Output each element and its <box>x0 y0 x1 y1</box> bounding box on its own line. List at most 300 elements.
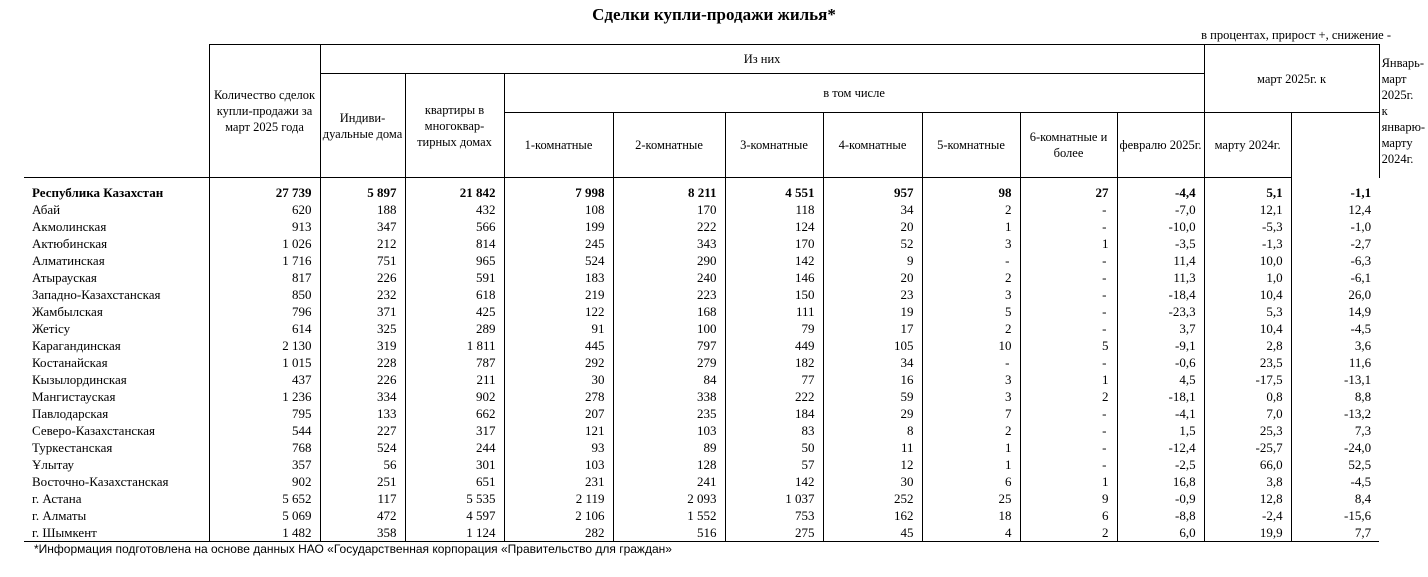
table-cell: 290 <box>613 252 725 269</box>
table-cell: 902 <box>209 473 320 490</box>
table-cell: 29 <box>823 405 922 422</box>
header-including: в том числе <box>504 74 1204 113</box>
table-cell: 357 <box>209 456 320 473</box>
table-cell: -1,3 <box>1204 235 1291 252</box>
table-cell: -25,7 <box>1204 439 1291 456</box>
table-row <box>24 371 1379 388</box>
table-row <box>24 439 1379 456</box>
table-cell: 9 <box>823 252 922 269</box>
table-cell: 232 <box>320 286 405 303</box>
table-cell: 3,6 <box>1354 338 1372 353</box>
table-cell: 2 130 <box>209 337 320 354</box>
table-cell: 2 093 <box>613 490 725 507</box>
table-row <box>24 269 1379 286</box>
table-cell: 222 <box>725 388 823 405</box>
table-cell: -0,9 <box>1117 490 1204 507</box>
table-cell: 199 <box>504 218 613 235</box>
table-cell: -2,7 <box>1350 236 1372 251</box>
table-cell: 1 552 <box>613 507 725 524</box>
table-cell: 8 <box>823 422 922 439</box>
table-cell: 1 <box>1020 235 1117 252</box>
table-cell: 245 <box>504 235 613 252</box>
table-cell: -1,0 <box>1350 219 1372 234</box>
header-count: Количество сделок купли-продажи за март 2025 года <box>209 45 320 178</box>
table-cell: 93 <box>504 439 613 456</box>
table-cell: 105 <box>823 337 922 354</box>
table-cell: 1 716 <box>209 252 320 269</box>
table-cell: -4,1 <box>1117 405 1204 422</box>
table-cell: 223 <box>613 286 725 303</box>
header-individual: Индиви-дуальные дома <box>320 74 405 178</box>
table-cell: 10,0 <box>1204 252 1291 269</box>
table-cell: 212 <box>320 235 405 252</box>
region-name: Актюбинская <box>24 235 209 252</box>
region-name: Карагандинская <box>24 337 209 354</box>
table-cell: - <box>1020 456 1117 473</box>
table-cell: -24,0 <box>1344 440 1372 455</box>
table-cell: 301 <box>405 456 504 473</box>
table-cell: 10,4 <box>1204 286 1291 303</box>
table-row <box>24 473 1379 490</box>
table-cell: 343 <box>613 235 725 252</box>
table-row <box>24 405 1379 422</box>
table-cell: 11 <box>823 439 922 456</box>
table-cell: 27 <box>1020 178 1117 202</box>
region-name: Мангистауская <box>24 388 209 405</box>
table-cell: 103 <box>504 456 613 473</box>
table-cell: -6,1 <box>1350 270 1372 285</box>
region-name: Жамбылская <box>24 303 209 320</box>
table-cell: 2 119 <box>504 490 613 507</box>
table-cell: 317 <box>405 422 504 439</box>
table-cell: 56 <box>320 456 405 473</box>
table-cell: 1 811 <box>405 337 504 354</box>
table-cell: 618 <box>405 286 504 303</box>
table-cell: -18,4 <box>1117 286 1204 303</box>
table-row <box>24 303 1379 320</box>
table-cell: 524 <box>504 252 613 269</box>
header-r4: 4-комнатные <box>823 113 922 178</box>
table-cell: 34 <box>823 201 922 218</box>
table-cell: 111 <box>725 303 823 320</box>
table-cell: 445 <box>504 337 613 354</box>
table-cell: 150 <box>725 286 823 303</box>
table-row <box>24 252 1379 269</box>
table-cell: 2 106 <box>504 507 613 524</box>
table-cell: 10 <box>922 337 1020 354</box>
table-cell: 1 236 <box>209 388 320 405</box>
table-cell: 3,8 <box>1204 473 1291 490</box>
table-cell: 227 <box>320 422 405 439</box>
header-r5: 5-комнатные <box>922 113 1020 178</box>
table-cell: 222 <box>613 218 725 235</box>
table-cell: 5 652 <box>209 490 320 507</box>
table-cell: 12,8 <box>1204 490 1291 507</box>
table-body <box>24 178 1379 542</box>
table-cell: - <box>1020 354 1117 371</box>
table-cell: 5 <box>922 303 1020 320</box>
table-cell: 544 <box>209 422 320 439</box>
region-name: Туркестанская <box>24 439 209 456</box>
table-row <box>24 524 1379 542</box>
table-cell: 5 535 <box>405 490 504 507</box>
table-cell: - <box>1020 201 1117 218</box>
table-cell: 57 <box>725 456 823 473</box>
table-cell: 183 <box>504 269 613 286</box>
table-cell: 77 <box>725 371 823 388</box>
table-cell: 103 <box>613 422 725 439</box>
table-cell: 768 <box>209 439 320 456</box>
table-cell: -13,1 <box>1344 372 1372 387</box>
table-cell: 902 <box>405 388 504 405</box>
table-cell: 282 <box>504 524 613 542</box>
table-cell: 2 <box>1020 388 1117 405</box>
header-mar: марту 2024г. <box>1204 113 1291 178</box>
table-row <box>24 456 1379 473</box>
table-cell: -12,4 <box>1117 439 1204 456</box>
table-cell: 12,1 <box>1204 201 1291 218</box>
table-cell: 566 <box>405 218 504 235</box>
table-cell: 2 <box>922 320 1020 337</box>
table-cell: 124 <box>725 218 823 235</box>
table-cell: 52,5 <box>1348 457 1372 472</box>
table-cell: - <box>1020 252 1117 269</box>
table-cell: 850 <box>209 286 320 303</box>
table-cell: -10,0 <box>1117 218 1204 235</box>
table-cell: 9 <box>1020 490 1117 507</box>
table-cell: 6 <box>922 473 1020 490</box>
header-of-them: Из них <box>320 45 1204 74</box>
table-cell: 98 <box>922 178 1020 202</box>
table-cell: 23,5 <box>1204 354 1291 371</box>
table-cell: 251 <box>320 473 405 490</box>
table-cell: 1 <box>922 218 1020 235</box>
table-cell: 34 <box>823 354 922 371</box>
table-cell: 1 015 <box>209 354 320 371</box>
table-cell: 620 <box>209 201 320 218</box>
table-cell: 1 <box>922 439 1020 456</box>
table-cell: 817 <box>209 269 320 286</box>
table-cell: 338 <box>613 388 725 405</box>
table-cell: 275 <box>725 524 823 542</box>
header-r3: 3-комнатные <box>725 113 823 178</box>
table-cell: 1,0 <box>1204 269 1291 286</box>
table-row <box>24 422 1379 439</box>
table-row <box>24 320 1379 337</box>
table-cell: 4 597 <box>405 507 504 524</box>
table-cell: 1,5 <box>1117 422 1204 439</box>
table-cell: - <box>1020 422 1117 439</box>
table-cell: 89 <box>613 439 725 456</box>
table-cell: 1 124 <box>405 524 504 542</box>
table-cell: 30 <box>504 371 613 388</box>
table-cell: 17 <box>823 320 922 337</box>
table-cell: 30 <box>823 473 922 490</box>
table-cell: - <box>1020 218 1117 235</box>
table-cell: 26,0 <box>1348 287 1372 302</box>
region-name: Республика Казахстан <box>24 178 209 202</box>
table-cell: -13,2 <box>1344 406 1372 421</box>
table-cell: 108 <box>504 201 613 218</box>
table-cell: 100 <box>613 320 725 337</box>
table-cell: - <box>922 252 1020 269</box>
table-cell: 21 842 <box>405 178 504 202</box>
table-cell: 751 <box>320 252 405 269</box>
table-cell: -23,3 <box>1117 303 1204 320</box>
table-cell: 45 <box>823 524 922 542</box>
table-cell: 425 <box>405 303 504 320</box>
table-cell: 1 <box>1020 473 1117 490</box>
table-cell: 8,4 <box>1354 491 1372 506</box>
table-cell: 8 211 <box>613 178 725 202</box>
table-cell: 19 <box>823 303 922 320</box>
table-cell: 12,4 <box>1348 202 1372 217</box>
table-cell: 252 <box>823 490 922 507</box>
table-cell: 358 <box>320 524 405 542</box>
table-cell: 334 <box>320 388 405 405</box>
table-row <box>24 507 1379 524</box>
units-note: в процентах, прирост +, снижение - <box>1201 28 1391 42</box>
table-cell: 1 026 <box>209 235 320 252</box>
table-cell: 2 <box>922 269 1020 286</box>
header-r6: 6-комнатные и более <box>1020 113 1117 178</box>
table-cell: 133 <box>320 405 405 422</box>
table-cell: 7 <box>922 405 1020 422</box>
table-cell: 14,9 <box>1348 304 1372 319</box>
region-name: г. Шымкент <box>24 524 209 542</box>
table-cell: 11,6 <box>1348 355 1372 370</box>
table-cell: 795 <box>209 405 320 422</box>
table-cell: -6,3 <box>1350 253 1372 268</box>
table-cell: 4 <box>922 524 1020 542</box>
table-cell: -3,5 <box>1117 235 1204 252</box>
table-cell: 231 <box>504 473 613 490</box>
table-row <box>24 490 1379 507</box>
table-cell: 142 <box>725 473 823 490</box>
table-cell: 814 <box>405 235 504 252</box>
table-cell: 184 <box>725 405 823 422</box>
table-cell: 5,1 <box>1204 178 1291 202</box>
table-cell: 325 <box>320 320 405 337</box>
region-name: г. Алматы <box>24 507 209 524</box>
table-cell: 128 <box>613 456 725 473</box>
table-cell: 913 <box>209 218 320 235</box>
table-cell: 121 <box>504 422 613 439</box>
table-cell: -4,5 <box>1350 321 1372 336</box>
deals-table: Количество сделок купли-продажи за март 2025 года Из них март 2025г. к Январь-март 2025г. к январю-марту 2024г. Индиви-дуальные дома квартиры в многоквар-тирных домах в том числе 1-комнатные 2-комнатные 3-комнатные 4-комнатные 5-комнатные 6-комнатные и более февралю 2025г. марту 2024г. Республика Казахстан 27 739 5 897 21 842 7 998 8 211 4 551 957 98 27 -4,4 5,1 -1,1 Абай 620 188 432 108 170 118 34 2 - -7,0 12,1 12,4 Акмолинская 913 347 566 199 222 124 20 1 - -10,0 -5,3 -1,0 Актюбинская 1 026 212 814 245 343 170 52 3 1 -3,5 -1,3 -2,7 Алматинская 1 716 751 965 524 290 142 9 - - 11,4 10,0 -6,3 Атырауская 817 226 591 183 240 146 20 2 - 11,3 1,0 -6,1 Западно-Казахстанская 850 232 618 219 223 150 23 3 - -18,4 10,4 26,0 Жамбылская 796 371 425 122 168 111 19 5 - -23,3 5,3 14,9 Жетісу 614 325 289 91 100 79 17 2 - 3,7 10,4 -4,5 Карагандинская 2 130 319 1 811 445 797 449 105 10 5 -9,1 2,8 3,6 Костанайская 1 015 228 787 292 279 182 34 - - -0,6 23,5 11,6 Кызылординская 437 226 211 30 84 77 16 3 1 4,5 -17,5 -13,1 Мангистауская 1 236 334 902 278 338 222 59 3 2 -18,1 0,8 8,8 Павлодарская 795 133 662 207 235 184 29 7 - -4,1 7,0 -13,2 Северо-Казахстанская 544 227 317 121 103 83 8 2 - 1,5 25,3 7,3 Туркестанская 768 524 244 93 89 50 11 1 - -12,4 -25,7 -24,0 Ұлытау 357 56 301 103 128 57 12 1 - -2,5 66,0 52,5 Восточно-Казахстанская 902 251 651 231 241 142 30 6 1 16,8 3,8 -4,5 г. Астана 5 652 117 5 535 2 119 2 093 1 037 252 25 9 -0,9 12,8 8,4 г. Алматы 5 069 472 4 597 2 106 1 552 753 162 18 6 -8,8 -2,4 -15,6 г. Шымкент 1 482 358 1 124 282 516 275 45 4 2 6,0 19,9 7,7 <box>24 44 1380 542</box>
table-cell: 18 <box>922 507 1020 524</box>
table-cell: 1 037 <box>725 490 823 507</box>
table-cell: 20 <box>823 218 922 235</box>
region-name: Костанайская <box>24 354 209 371</box>
table-cell: -2,5 <box>1117 456 1204 473</box>
table-cell: 1 <box>1020 371 1117 388</box>
table-cell: 142 <box>725 252 823 269</box>
header-march-vs: март 2025г. к <box>1204 45 1379 113</box>
table-cell: - <box>1020 405 1117 422</box>
header-apartments: квартиры в многоквар-тирных домах <box>405 74 504 178</box>
table-cell: 796 <box>209 303 320 320</box>
table-cell: 207 <box>504 405 613 422</box>
region-name: Павлодарская <box>24 405 209 422</box>
table-cell: 432 <box>405 201 504 218</box>
table-cell: 1 <box>922 456 1020 473</box>
table-cell: 226 <box>320 269 405 286</box>
table-cell: 449 <box>725 337 823 354</box>
table-cell: 753 <box>725 507 823 524</box>
table-cell: 4,5 <box>1117 371 1204 388</box>
header-r2: 2-комнатные <box>613 113 725 178</box>
table-cell: 516 <box>613 524 725 542</box>
region-name: Алматинская <box>24 252 209 269</box>
table-cell: 319 <box>320 337 405 354</box>
table-cell: 2,8 <box>1204 337 1291 354</box>
table-cell: -9,1 <box>1117 337 1204 354</box>
region-name: Кызылординская <box>24 371 209 388</box>
table-cell: -7,0 <box>1117 201 1204 218</box>
table-cell: 3 <box>922 286 1020 303</box>
header-r1: 1-комнатные <box>504 113 613 178</box>
footnote: *Информация подготовлена на основе данных НАО «Государственная корпорация «Правительство для граждан» <box>34 542 672 556</box>
table-cell: 651 <box>405 473 504 490</box>
table-cell: 591 <box>405 269 504 286</box>
table-cell: 240 <box>613 269 725 286</box>
table-cell: 8,8 <box>1354 389 1372 404</box>
table-cell: 3 <box>922 371 1020 388</box>
table-cell: 162 <box>823 507 922 524</box>
table-cell: -15,6 <box>1344 508 1372 523</box>
table-cell: 292 <box>504 354 613 371</box>
table-cell: 278 <box>504 388 613 405</box>
table-cell: 279 <box>613 354 725 371</box>
table-cell: 117 <box>320 490 405 507</box>
table-cell: 170 <box>613 201 725 218</box>
table-cell: 2 <box>922 422 1020 439</box>
table-cell: 7,0 <box>1204 405 1291 422</box>
table-cell: 25,3 <box>1204 422 1291 439</box>
table-row <box>24 354 1379 371</box>
table-cell: 5,3 <box>1204 303 1291 320</box>
table-cell: 2 <box>1020 524 1117 542</box>
table-cell: 84 <box>613 371 725 388</box>
table-cell: 3 <box>922 388 1020 405</box>
table-cell: 20 <box>823 269 922 286</box>
region-name: Жетісу <box>24 320 209 337</box>
table-cell: 1 482 <box>209 524 320 542</box>
table-cell: 83 <box>725 422 823 439</box>
table-cell: 66,0 <box>1204 456 1291 473</box>
table-cell: 10,4 <box>1204 320 1291 337</box>
table-cell: -4,4 <box>1117 178 1204 202</box>
table-cell: 50 <box>725 439 823 456</box>
table-cell: - <box>1020 303 1117 320</box>
table-cell: - <box>1020 269 1117 286</box>
table-cell: 11,3 <box>1117 269 1204 286</box>
table-cell: 16,8 <box>1117 473 1204 490</box>
table-cell: -18,1 <box>1117 388 1204 405</box>
table-cell: 0,8 <box>1204 388 1291 405</box>
table-cell: 4 551 <box>725 178 823 202</box>
table-cell: 5 897 <box>320 178 405 202</box>
table-cell: 12 <box>823 456 922 473</box>
header-blank <box>24 45 209 178</box>
table-cell: -0,6 <box>1117 354 1204 371</box>
table-cell: 23 <box>823 286 922 303</box>
table-cell: 3,7 <box>1117 320 1204 337</box>
table-cell: -8,8 <box>1117 507 1204 524</box>
table-cell: -4,5 <box>1350 474 1372 489</box>
table-cell: 27 739 <box>209 178 320 202</box>
region-name: г. Астана <box>24 490 209 507</box>
table-cell: 7,3 <box>1354 423 1372 438</box>
table-cell: -5,3 <box>1204 218 1291 235</box>
region-name: Северо-Казахстанская <box>24 422 209 439</box>
table-cell: 2 <box>922 201 1020 218</box>
table-row <box>24 235 1379 252</box>
table-cell: 118 <box>725 201 823 218</box>
table-cell: 241 <box>613 473 725 490</box>
region-name: Восточно-Казахстанская <box>24 473 209 490</box>
table-cell: 52 <box>823 235 922 252</box>
table-cell: 347 <box>320 218 405 235</box>
table-cell: 235 <box>613 405 725 422</box>
table-cell: 228 <box>320 354 405 371</box>
table-row <box>24 286 1379 303</box>
table-cell: 797 <box>613 337 725 354</box>
table-cell: 11,4 <box>1117 252 1204 269</box>
table-cell: 371 <box>320 303 405 320</box>
table-cell: 289 <box>405 320 504 337</box>
table-cell: 662 <box>405 405 504 422</box>
table-row <box>24 218 1379 235</box>
table-cell: 614 <box>209 320 320 337</box>
table-cell: 524 <box>320 439 405 456</box>
table-cell: 25 <box>922 490 1020 507</box>
table-cell: 7,7 <box>1291 524 1379 542</box>
region-name: Западно-Казахстанская <box>24 286 209 303</box>
table-cell: 965 <box>405 252 504 269</box>
table-cell: - <box>1020 320 1117 337</box>
table-cell: 59 <box>823 388 922 405</box>
table-cell: 79 <box>725 320 823 337</box>
header-feb: февралю 2025г. <box>1117 113 1204 178</box>
table-cell: - <box>922 354 1020 371</box>
table-cell: - <box>1020 286 1117 303</box>
table-cell: 957 <box>823 178 922 202</box>
table-cell: 188 <box>320 201 405 218</box>
table-cell: 16 <box>823 371 922 388</box>
table-row <box>24 388 1379 405</box>
region-name: Акмолинская <box>24 218 209 235</box>
table-cell: -1,1 <box>1350 184 1372 200</box>
region-name: Ұлытау <box>24 456 209 473</box>
table-cell: 7 998 <box>504 178 613 202</box>
table-cell: -17,5 <box>1204 371 1291 388</box>
table-cell: 437 <box>209 371 320 388</box>
table-cell: 6,0 <box>1117 524 1204 542</box>
table-cell: 170 <box>725 235 823 252</box>
table-cell: 6 <box>1020 507 1117 524</box>
table-cell: 472 <box>320 507 405 524</box>
table-cell: 168 <box>613 303 725 320</box>
table-cell: 182 <box>725 354 823 371</box>
table-cell: 787 <box>405 354 504 371</box>
table-cell: 19,9 <box>1204 524 1291 542</box>
table-cell: 219 <box>504 286 613 303</box>
table-cell: 122 <box>504 303 613 320</box>
table-cell: 5 <box>1020 337 1117 354</box>
table-cell: -2,4 <box>1204 507 1291 524</box>
